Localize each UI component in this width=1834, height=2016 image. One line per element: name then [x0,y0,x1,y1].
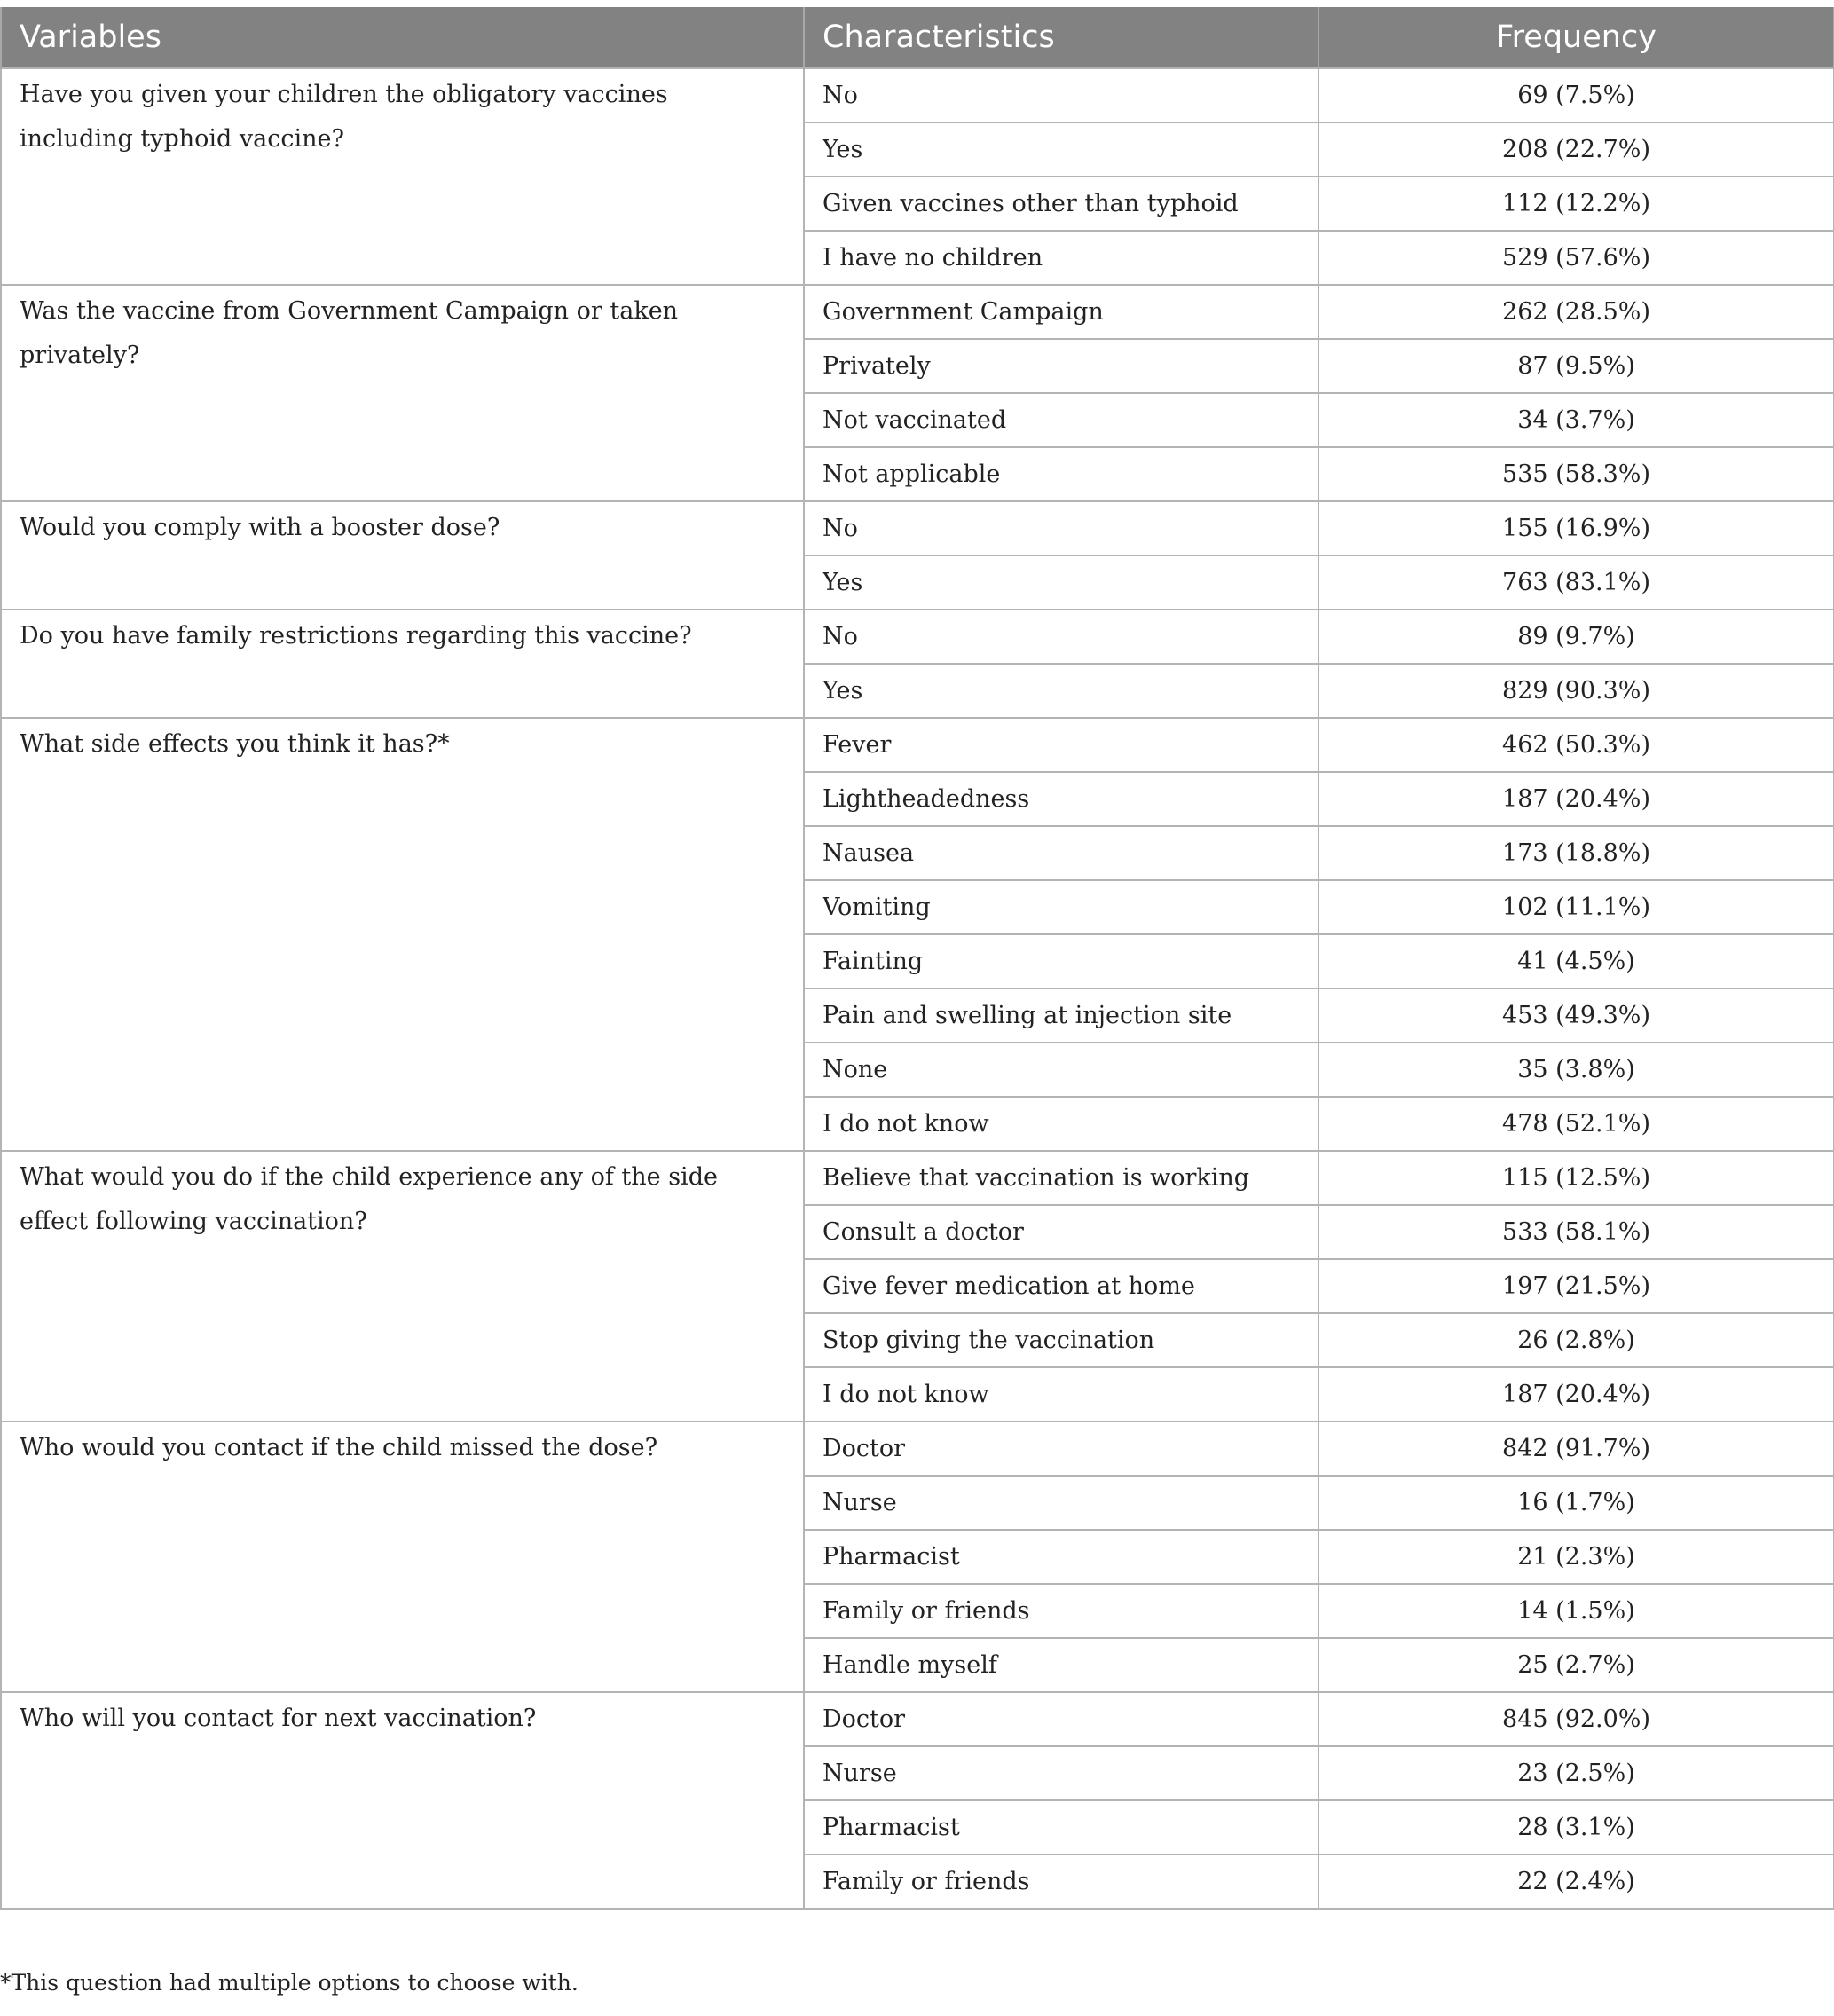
characteristic-cell: Government Campaign [804,285,1318,339]
characteristic-cell: No [804,610,1318,664]
frequency-cell: 22 (2.4%) [1318,1855,1834,1909]
table-header [1,7,1834,68]
characteristic-cell: I do not know [804,1367,1318,1421]
characteristic-cell: Consult a doctor [804,1205,1318,1259]
frequency-cell: 173 (18.8%) [1318,826,1834,880]
table-row [1,718,1834,772]
characteristic-cell: Pharmacist [804,1530,1318,1584]
frequency-cell: 478 (52.1%) [1318,1097,1834,1151]
frequency-cell: 187 (20.4%) [1318,1367,1834,1421]
table-row [1,501,1834,555]
characteristic-cell: No [804,501,1318,555]
frequency-cell: 87 (9.5%) [1318,339,1834,393]
frequency-cell: 16 (1.7%) [1318,1476,1834,1530]
characteristic-cell: I do not know [804,1097,1318,1151]
characteristic-cell: None [804,1043,1318,1097]
characteristic-cell: Lightheadedness [804,772,1318,826]
table-row [1,1421,1834,1476]
characteristic-cell: Yes [804,555,1318,610]
characteristic-cell: Nausea [804,826,1318,880]
variable-cell: Would you comply with a booster dose? [1,501,804,610]
frequency-cell: 535 (58.3%) [1318,447,1834,501]
frequency-cell: 112 (12.2%) [1318,177,1834,231]
variable-cell: Have you given your children the obligatory vaccines including typhoid vaccine? [1,68,804,285]
frequency-cell: 26 (2.8%) [1318,1313,1834,1367]
variable-cell: Who would you contact if the child missed the dose? [1,1421,804,1692]
characteristic-cell: Family or friends [804,1584,1318,1638]
frequency-cell: 41 (4.5%) [1318,934,1834,988]
frequency-cell: 14 (1.5%) [1318,1584,1834,1638]
frequency-cell: 763 (83.1%) [1318,555,1834,610]
table-row [1,610,1834,664]
frequency-cell: 845 (92.0%) [1318,1692,1834,1746]
frequency-cell: 25 (2.7%) [1318,1638,1834,1692]
frequency-cell: 34 (3.7%) [1318,393,1834,447]
frequency-cell: 262 (28.5%) [1318,285,1834,339]
frequency-cell: 453 (49.3%) [1318,988,1834,1043]
header-frequency: Frequency [1318,7,1834,68]
frequency-cell: 28 (3.1%) [1318,1800,1834,1855]
frequency-cell: 462 (50.3%) [1318,718,1834,772]
frequency-cell: 69 (7.5%) [1318,68,1834,122]
table-body [1,68,1834,1909]
characteristic-cell: Yes [804,664,1318,718]
header-characteristics: Characteristics [804,7,1318,68]
characteristic-cell: Pain and swelling at injection site [804,988,1318,1043]
table-footnote: *This question had multiple options to choose with. [0,1970,579,1996]
characteristic-cell: No [804,68,1318,122]
table-container [0,7,1833,1910]
table-row [1,68,1834,122]
table-row [1,285,1834,339]
frequency-cell: 829 (90.3%) [1318,664,1834,718]
frequency-cell: 533 (58.1%) [1318,1205,1834,1259]
characteristic-cell: Given vaccines other than typhoid [804,177,1318,231]
header-variables: Variables [1,7,804,68]
vaccine-frequency-table [0,7,1834,1910]
frequency-cell: 23 (2.5%) [1318,1746,1834,1800]
characteristic-cell: Not vaccinated [804,393,1318,447]
frequency-cell: 187 (20.4%) [1318,772,1834,826]
characteristic-cell: Handle myself [804,1638,1318,1692]
table-row [1,1692,1834,1746]
frequency-cell: 89 (9.7%) [1318,610,1834,664]
characteristic-cell: Pharmacist [804,1800,1318,1855]
characteristic-cell: Not applicable [804,447,1318,501]
characteristic-cell: Fainting [804,934,1318,988]
variable-cell: Was the vaccine from Government Campaign or taken privately? [1,285,804,501]
frequency-cell: 35 (3.8%) [1318,1043,1834,1097]
header-row [1,7,1834,68]
frequency-cell: 115 (12.5%) [1318,1151,1834,1205]
variable-cell: What would you do if the child experience any of the side effect following vaccination? [1,1151,804,1421]
variable-cell: Do you have family restrictions regarding this vaccine? [1,610,804,718]
characteristic-cell: Stop giving the vaccination [804,1313,1318,1367]
characteristic-cell: Family or friends [804,1855,1318,1909]
characteristic-cell: Vomiting [804,880,1318,934]
variable-cell: What side effects you think it has?* [1,718,804,1151]
variable-cell: Who will you contact for next vaccination? [1,1692,804,1909]
characteristic-cell: I have no children [804,231,1318,285]
characteristic-cell: Nurse [804,1476,1318,1530]
characteristic-cell: Doctor [804,1421,1318,1476]
characteristic-cell: Privately [804,339,1318,393]
characteristic-cell: Doctor [804,1692,1318,1746]
table-row [1,1151,1834,1205]
frequency-cell: 197 (21.5%) [1318,1259,1834,1313]
characteristic-cell: Believe that vaccination is working [804,1151,1318,1205]
characteristic-cell: Yes [804,122,1318,177]
frequency-cell: 21 (2.3%) [1318,1530,1834,1584]
characteristic-cell: Fever [804,718,1318,772]
frequency-cell: 208 (22.7%) [1318,122,1834,177]
frequency-cell: 102 (11.1%) [1318,880,1834,934]
frequency-cell: 529 (57.6%) [1318,231,1834,285]
frequency-cell: 842 (91.7%) [1318,1421,1834,1476]
characteristic-cell: Nurse [804,1746,1318,1800]
characteristic-cell: Give fever medication at home [804,1259,1318,1313]
frequency-cell: 155 (16.9%) [1318,501,1834,555]
